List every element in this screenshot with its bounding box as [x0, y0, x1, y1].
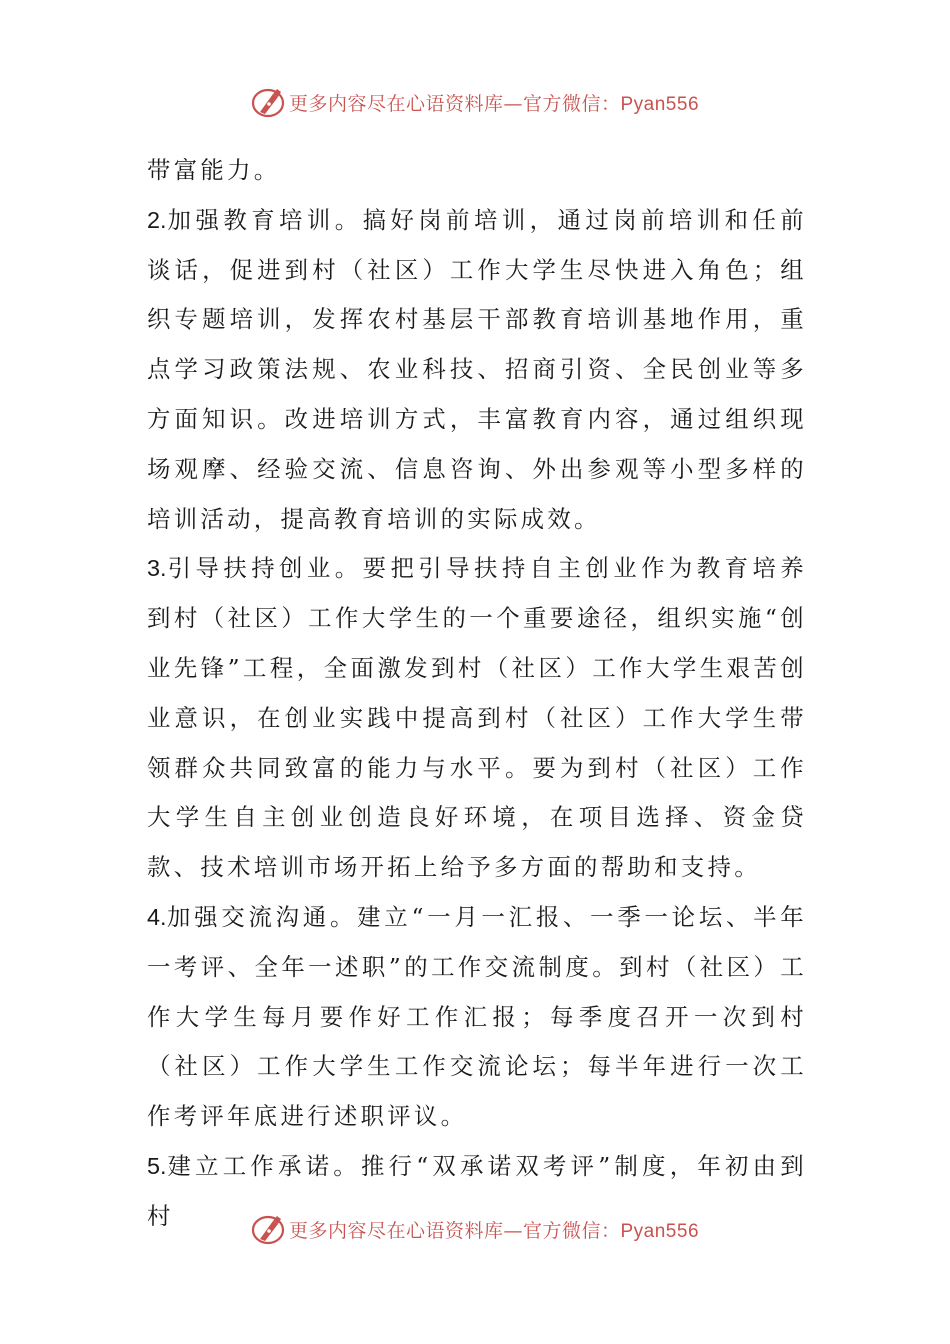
- pen-nib-logo-icon: [251, 85, 285, 119]
- paragraph: 2.加强教育培训。搞好岗前培训，通过岗前培训和任前谈话，促进到村（社区）工作大学生尽快进入角色；组织专题培训，发挥农村基层干部教育培训基地作用，重点学习政策法规、农业科技、招商引资、全民创业等多方面知识。改进培训方式，丰富教育内容，通过组织现场观摩、经验交流、信息咨询、外出参观等小型多样的培训活动，提高教育培训的实际成效。: [147, 205, 807, 533]
- paragraph: 4.加强交流沟通。建立“一月一汇报、一季一论坛、半年一考评、全年一述职”的工作交流制度。到村（社区）工作大学生每月要作好工作汇报；每季度召开一次到村（社区）工作大学生工作交流论坛；每半年进行一次工作考评年底进行述职评议。: [147, 902, 807, 1131]
- paragraph: 带富能力。: [147, 156, 281, 184]
- banner-text: 更多内容尽在心语资料库—官方微信：Pyan556: [288, 1219, 700, 1242]
- document-body: [147, 146, 807, 1242]
- paragraph: 5.建立工作承诺。推行“双承诺双考评”制度，年初由到村: [147, 1151, 807, 1230]
- footer-banner: [0, 1207, 950, 1251]
- paragraph: 3.引导扶持创业。要把引导扶持自主创业作为教育培养到村（社区）工作大学生的一个重要途径，组织实施“创业先锋”工程，全面激发到村（社区）工作大学生艰苦创业意识，在创业实践中提高到村（社区）工作大学生带领群众共同致富的能力与水平。要为到村（社区）工作大学生自主创业创造良好环境，在项目选择、资金贷款、技术培训市场开拓上给予多方面的帮助和支持。: [147, 554, 807, 882]
- pen-nib-logo-icon: [251, 1212, 285, 1246]
- banner-text: 更多内容尽在心语资料库—官方微信：Pyan556: [288, 92, 700, 115]
- header-banner: [0, 80, 950, 124]
